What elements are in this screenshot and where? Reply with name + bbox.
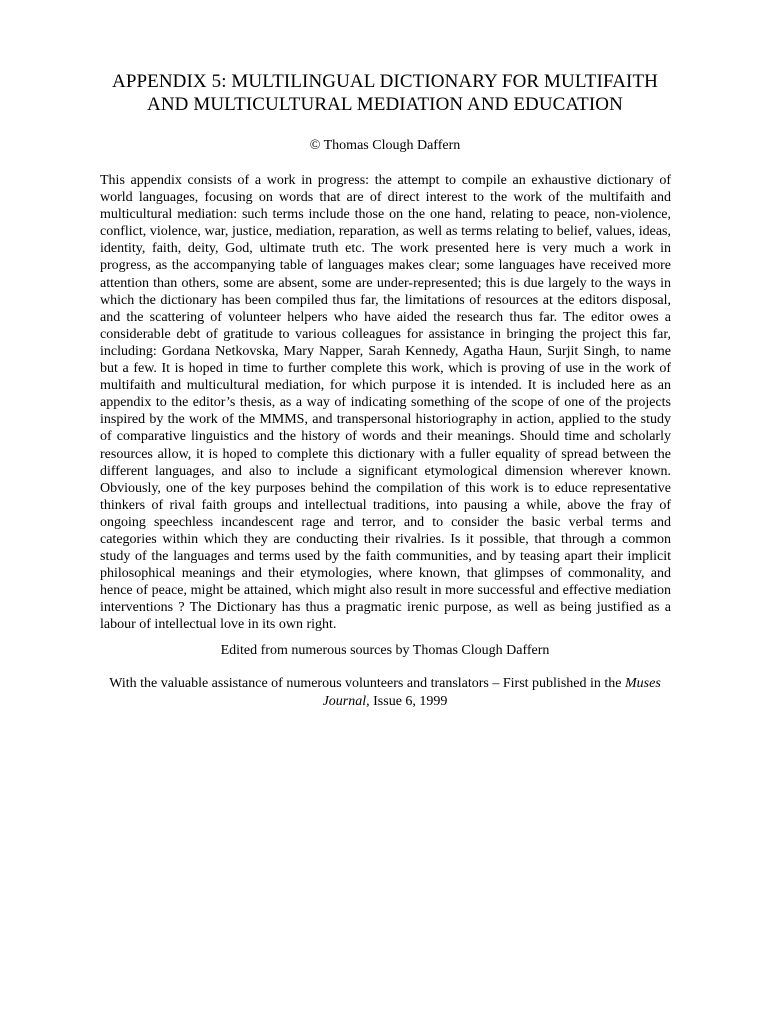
assistance-text-after: , Issue 6, 1999 — [366, 694, 448, 709]
assistance-text-before: With the valuable assistance of numerous volunteers and translators – First published in the — [109, 676, 625, 691]
body-paragraph: This appendix consists of a work in progress: the attempt to compile an exhaustive dictionary of world languages, focusing on words that are of direct interest to the work of the multifaith and multicultural mediation: such terms include those on the one hand, relating to peace, non-violence, conflict, violence, war, justice, mediation, reparation, as well as terms relating to belief, values, ideas, identity, faith, deity, God, ultimate truth etc. The work presented here is very much a work in progress, as the accompanying table of languages makes clear; some languages have received more attention than others, some are absent, some are under-represented; this is due largely to the ways in which the dictionary has been compiled thus far, the limitations of resources at the editors disposal, and the scattering of volunteer helpers who have aided the research thus far. The editor owes a considerable debt of gratitude to various colleagues for assistance in bringing the project this far, including: Gordana Netkovska, Mary Napper, Sarah Kennedy, Agatha Haun, Surjit Singh, to name but a few. It is hoped in time to further complete this work, which is proving of use in the work of multifaith and multicultural mediation, for which purpose it is intended. It is included here as an appendix to the editor’s thesis, as a way of indicating something of the scope of one of the projects inspired by the work of the MMMS, and transpersonal historiography in action, applied to the study of comparative linguistics and the history of words and their meanings. Should time and scholarly resources allow, it is hoped to complete this dictionary with a fuller equality of spread between the different languages, and also to include a significant etymological dimension wherever known. Obviously, one of the key purposes behind the compilation of this work is to educe representative thinkers of rival faith groups and intellectual traditions, into pausing a while, above the fray of ongoing speechless incandescent rage and terror, and to consider the basic verbal terms and categories within which they are conducting their rivalries. Is it possible, that through a common study of the languages and terms used by the faith communities, and by teasing apart their implicit philosophical meanings and their etymologies, where known, that glimpses of commonality, and hence of peace, might be attained, which might also result in more successful and effective mediation interventions ? The Dictionary has thus a pragmatic irenic purpose, as well as being justified as a labour of intellectual love in its own right. — [100, 173, 671, 633]
edited-by-line: Edited from numerous sources by Thomas Clough Daffern — [220, 643, 550, 658]
assistance-note — [95, 675, 675, 711]
author-copyright: © Thomas Clough Daffern — [309, 138, 461, 153]
page-title: APPENDIX 5: MULTILINGUAL DICTIONARY FOR MULTIFAITH AND MULTICULTURAL MEDIATION AND EDUCATION — [112, 71, 658, 115]
journal-name: Muses Journal — [322, 676, 661, 709]
